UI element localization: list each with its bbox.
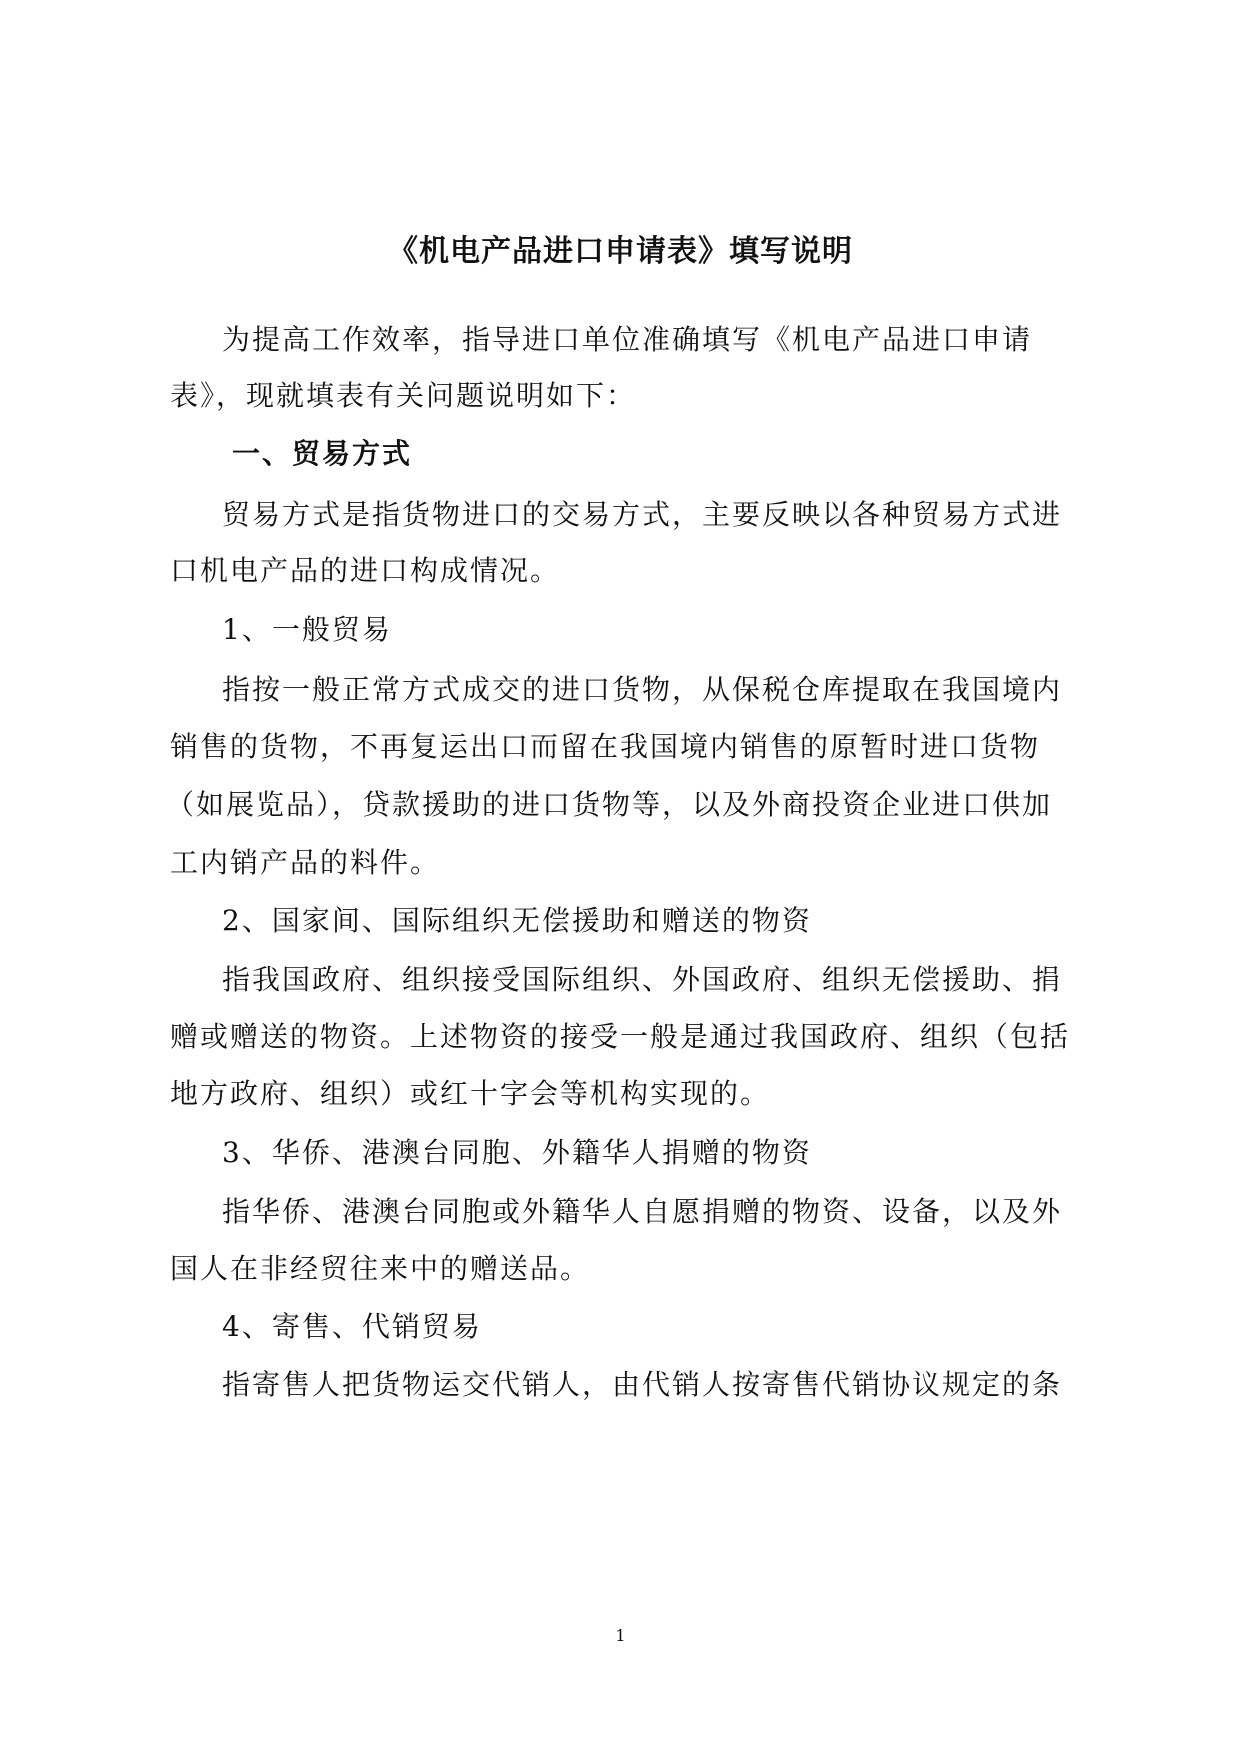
paragraph-line: 口机电产品的进口构成情况。 xyxy=(170,554,561,587)
subsection-heading: 2、国家间、国际组织无偿援助和赠送的物资 xyxy=(222,904,812,937)
paragraph-line: （如展览品），贷款援助的进口货物等，以及外商投资企业进口供加 xyxy=(166,788,1053,821)
paragraph-line: 表》，现就填表有关问题说明如下： xyxy=(170,379,637,412)
section-heading: 一、贸易方式 xyxy=(232,437,413,470)
subsection-heading: 1、一般贸易 xyxy=(222,613,392,646)
paragraph-line: 指华侨、港澳台同胞或外籍华人自愿捐赠的物资、设备，以及外 xyxy=(222,1195,1063,1228)
paragraph-line: 地方政府、组织）或红十字会等机构实现的。 xyxy=(170,1077,771,1110)
paragraph-line: 工内销产品的料件。 xyxy=(170,846,441,879)
page-number: 1 xyxy=(615,1626,626,1645)
paragraph-line: 赠或赠送的物资。上述物资的接受一般是通过我国政府、组织（包括 xyxy=(170,1020,1071,1053)
paragraph-line: 国人在非经贸往来中的赠送品。 xyxy=(170,1252,591,1285)
paragraph-line: 指按一般正常方式成交的进口货物，从保税仓库提取在我国境内 xyxy=(222,673,1063,706)
subsection-heading: 4、寄售、代销贸易 xyxy=(222,1310,482,1343)
paragraph-line: 指寄售人把货物运交代销人，由代销人按寄售代销协议规定的条 xyxy=(222,1368,1063,1401)
subsection-heading: 3、华侨、港澳台同胞、外籍华人捐赠的物资 xyxy=(222,1136,812,1169)
document-title: 《机电产品进口申请表》填写说明 xyxy=(388,234,853,269)
paragraph-line: 销售的货物，不再复运出口而留在我国境内销售的原暂时进口货物 xyxy=(170,730,1041,763)
paragraph-line: 为提高工作效率，指导进口单位准确填写《机电产品进口申请 xyxy=(222,323,1033,356)
paragraph-line: 贸易方式是指货物进口的交易方式，主要反映以各种贸易方式进 xyxy=(222,498,1063,531)
paragraph-line: 指我国政府、组织接受国际组织、外国政府、组织无偿援助、捐 xyxy=(222,963,1063,996)
